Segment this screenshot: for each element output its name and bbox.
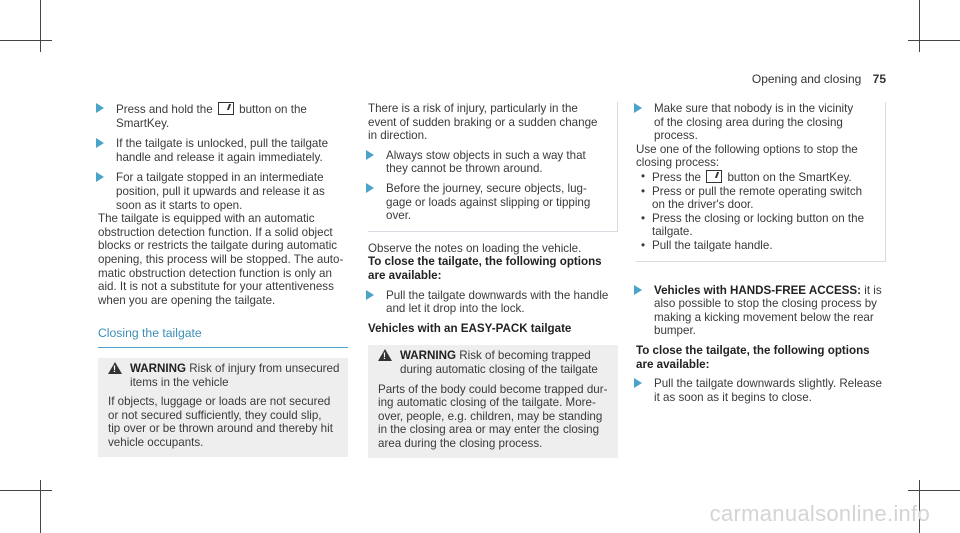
page-number: 75: [872, 72, 886, 86]
tailgate-remote-icon: [706, 170, 722, 183]
step: Pull the tailgate downwards with the handle and let it drop into the lock.: [366, 289, 618, 316]
list-item: • Press the button on the SmartKey.: [636, 170, 885, 185]
warning-icon: [108, 362, 122, 374]
warning-body: If objects, luggage or loads are not secured or not secured sufficiently, they could slip, tip over or be thrown around and thereby hit vehicle occupants.: [108, 395, 333, 449]
column-2: There is a risk of injury, particularly in the event of sudden braking or a sudden change in direction. Always stow objects in such a way that they cannot be thrown around. Before the journey, secure objects, lug- gage or loads against slipping or tipping over. Observe the notes on loading the vehicle. To close the tailgate, the following options are available: Pull the tailgate downwards with the handle and let it drop into the lock. Vehicles with an EASY-PACK tailgate ! WARNING Risk of becoming trapped during automatic closing of the tailgate Parts of the body could become trapped dur- ing automatic closing of the tailgate. More- over, people, e.g. children, may be standing in the closing area or may enter the closing area during the closing process.: [368, 102, 618, 458]
arrow-icon: [634, 285, 642, 295]
warning-icon: [378, 349, 392, 361]
watermark: carmanualsonline.info: [709, 501, 930, 526]
crop-mark: [908, 40, 960, 41]
step: For a tailgate stopped in an intermediate position, pull it upwards and release it as soon as it starts to open.: [96, 171, 348, 212]
warning-box: [98, 358, 348, 458]
arrow-icon: [96, 172, 104, 182]
crop-mark: [40, 480, 41, 533]
step: Always stow objects in such a way that they cannot be thrown around.: [366, 149, 617, 176]
step: If the tailgate is unlocked, pull the tailgate handle and release it again immediately.: [96, 137, 348, 164]
step: Before the journey, secure objects, lug- gage or loads against slipping or tipping over.: [366, 182, 617, 223]
arrow-icon: [366, 183, 374, 193]
list-item: • Press the closing or locking button on the tailgate.: [636, 212, 885, 239]
page-header: [752, 72, 886, 86]
list-item: • Press or pull the remote operating switch on the driver's door.: [636, 185, 885, 212]
arrow-icon: [366, 150, 374, 160]
step: Press and hold the button on the SmartKey.: [96, 102, 348, 130]
arrow-icon: [634, 378, 642, 388]
warning-box: [368, 345, 618, 458]
arrow-icon: [634, 103, 642, 113]
step: Pull the tailgate downwards slightly. Release it as soon as it begins to close.: [634, 377, 886, 404]
paragraph: The tailgate is equipped with an automatic obstruction detection function. If a solid object blocks or restricts the tailgate during automatic opening, this process will be stopped. The auto- matic obstruction detection function is only an aid. It is not a substitute for your attentiveness when you are opening the tailgate.: [98, 212, 344, 307]
arrow-icon: [96, 138, 104, 148]
list-item: • Pull the tailgate handle.: [636, 239, 885, 253]
column-1: [98, 102, 348, 457]
step: Vehicles with HANDS-FREE ACCESS: it is also possible to stop the closing process by making a kicking movement below the rear bumper.: [634, 284, 886, 338]
warning-continued: There is a risk of injury, particularly in the event of sudden braking or a sudden change in direction. Always stow objects in such a way that they cannot be thrown around. Before the journey, secure objects, lug- gage or loads against slipping or tipping over.: [368, 102, 618, 232]
tailgate-remote-icon: [218, 102, 234, 115]
crop-mark: [0, 40, 52, 41]
crop-mark: [908, 490, 960, 491]
crop-mark: [0, 490, 52, 491]
arrow-icon: [96, 103, 104, 113]
crop-mark: [919, 0, 920, 52]
warning-body: Parts of the body could become trapped dur- ing automatic closing of the tailgate. More- over, people, e.g. children, may be standing in the closing area or may enter the closing area during the closing process.: [378, 382, 608, 450]
warning-header: ! WARNING Risk of injury from unsecured items in the vehicle: [108, 362, 342, 389]
column-3: Make sure that nobody is in the vicinity of the closing area during the closing process. Use one of the following options to stop the closing process: • Press the button on the SmartKey. • Press or pull the remote operating switch on the driver's door. • Press the closing or locking button on the tailgate. • Pull the tailgate handle. Vehicles with HANDS-FREE ACCESS: it is also possible to stop the closing process by making a kicking movement below the rear bumper. To close the tailgate, the following options are available: Pull the tailgate downwards slightly. Release it as soon as it begins to close.: [636, 102, 886, 404]
arrow-icon: [366, 290, 374, 300]
section-title: Opening and closing: [751, 72, 862, 86]
step: Make sure that nobody is in the vicinity of the closing area during the closing process.: [634, 102, 885, 143]
warning-header: ! WARNING Risk of becoming trapped during automatic closing of the tailgate: [378, 349, 612, 376]
crop-mark: [40, 0, 41, 52]
warning-continued: Make sure that nobody is in the vicinity of the closing area during the closing process. Use one of the following options to stop the closing process: • Press the button on the SmartKey. • Press or pull the remote operating switch on the driver's door. • Press the closing or locking button on the tailgate. • Pull the tailgate handle.: [636, 102, 886, 262]
section-heading: Closing the tailgate: [98, 327, 348, 348]
